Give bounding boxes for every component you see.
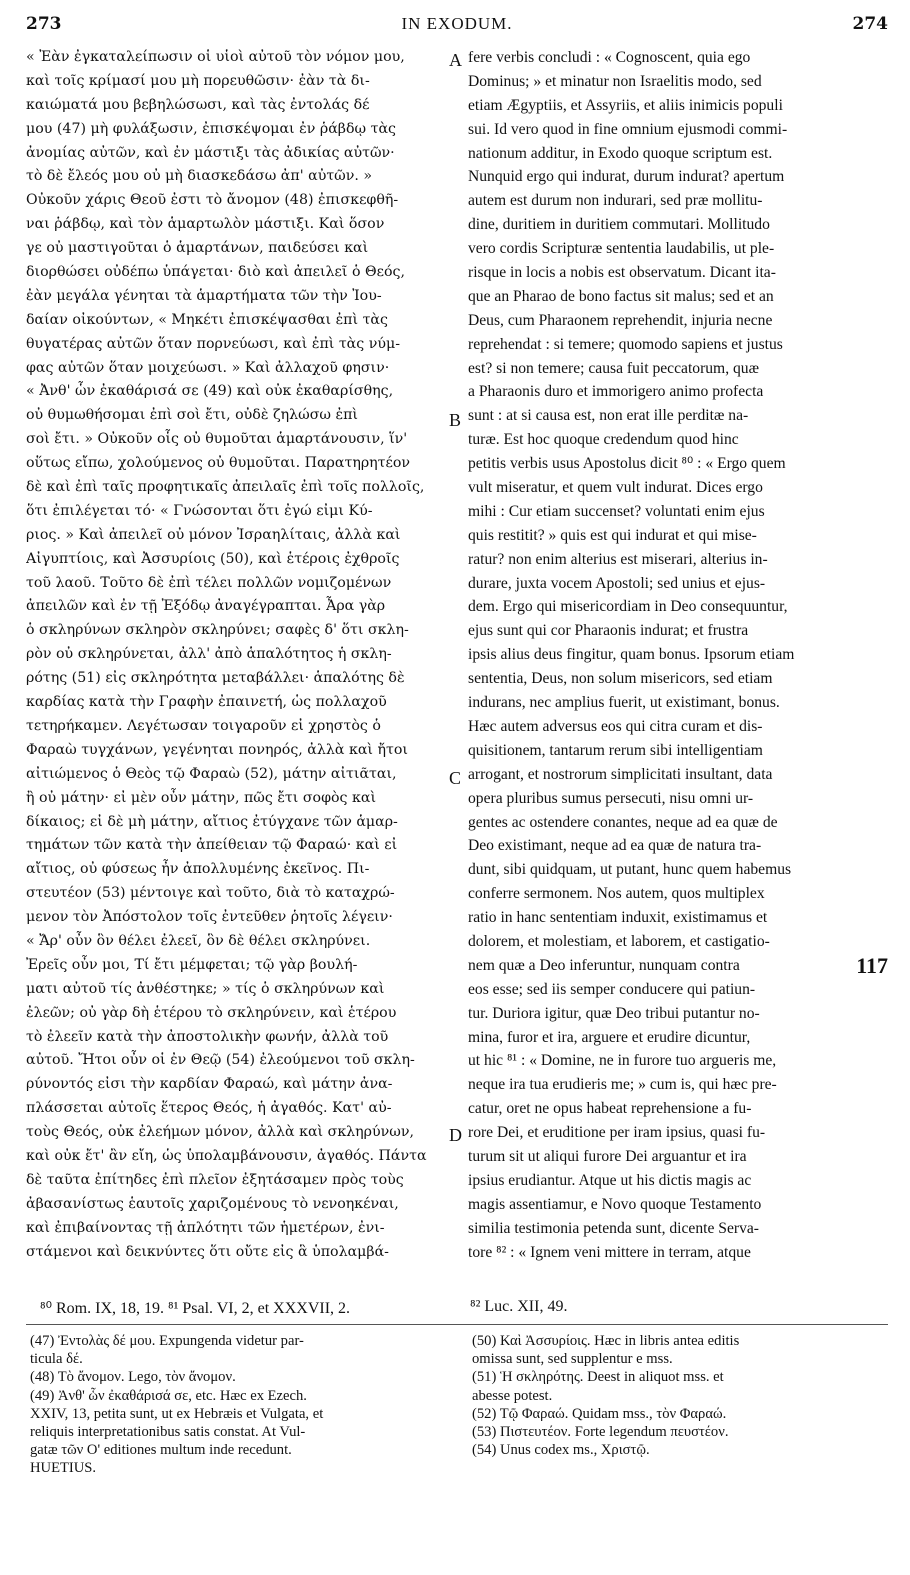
- greek-text-line: Οὐκοῦν χάρις Θεοῦ ἐστι τὸ ἄνομον (48) ἐπισκεφθῆ-: [26, 192, 399, 209]
- footnote-line: gatæ τῶν Ο' editiones multum inde recedunt.: [30, 1442, 292, 1459]
- latin-text-line: magis assentiamur, e Novo quoque Testamento: [468, 1195, 762, 1213]
- latin-text-line: turæ. Est hoc quoque credendum quod hinc: [468, 431, 739, 449]
- latin-text-line: catur, oret ne opus habeat reprehensione a fu-: [468, 1100, 752, 1118]
- footnote-line: (51) Ἡ σκληρότης. Deest in aliquot mss. et: [472, 1369, 724, 1386]
- latin-text-column: [468, 46, 888, 1264]
- latin-text-line: ipsius erudiantur. Atque ut his dictis magis ac: [468, 1171, 752, 1189]
- greek-text-line: ναι ῥάβδῳ, καὶ τὸν ἁμαρτωλὸν μάστιξι. Καὶ ὅσον: [26, 216, 385, 233]
- latin-text-line: que an Pharao de bono factus sit malus; sed et an: [468, 287, 774, 305]
- greek-text-line: καὶ τοῖς κρίμασί μου μὴ πορευθῶσιν· ἐὰν τὰ δι-: [26, 72, 370, 89]
- greek-text-line: στάμενοι καὶ δεικνύντες ὅτι οὔτε εἰς ἃ ὑπολαμβά-: [26, 1243, 389, 1260]
- greek-text-line: δίκαιος; εἰ δὲ μὴ μάτην, αἴτιος ἐτύγχανε τῶν ἁμαρ-: [26, 813, 398, 830]
- greek-text-column: [26, 46, 442, 1264]
- greek-text-line: Ἐρεῖς οὖν μοι, Τί ἔτι μέμφεται; τῷ γὰρ βουλή-: [26, 956, 358, 973]
- greek-text-line: ρύνοντός εἰσι τὴν καρδίαν Φαραώ, καὶ μάτην ἀνα-: [26, 1076, 393, 1093]
- greek-text-line: δὲ καὶ ἐπὶ ταῖς προφητικαῖς ἀπειλαῖς ἐπὶ τοῖς πολλοῖς,: [26, 479, 425, 496]
- latin-text-line: dolorem, et molestiam, et laborem, et castigatio-: [468, 932, 770, 950]
- latin-text-line: risque in locis a nobis est observatum. Dicant ita-: [468, 264, 776, 282]
- footnotes-right: [472, 1332, 888, 1459]
- greek-text-line: τὸ δὲ ἔλεός μου οὐ μὴ διασκεδάσω ἀπ' αὐτῶν. »: [26, 168, 373, 185]
- greek-text-line: αἴτιος, οὐ φύσεως ἦν ἀπολλυμένης ἐκεῖνος. Πι-: [26, 861, 370, 878]
- latin-text-line: etiam Ægyptiis, et Assyriis, et aliis inimicis populi: [468, 96, 783, 114]
- latin-text-line: reprehendat : si temere; quomodo sapiens et justus: [468, 335, 783, 353]
- greek-text-line: « Ἀνθ' ὧν ἐκαθάρισά σε (49) καὶ οὐκ ἐκαθαρίσθης,: [26, 383, 394, 400]
- greek-text-line: ἐὰν μεγάλα γένηται τὰ ἁμαρτήματα τῶν τὴν Ἰου-: [26, 287, 382, 304]
- latin-text-line: ejus sunt qui cor Pharaonis indurat; et frustra: [468, 622, 749, 640]
- page-number-right: 274: [852, 14, 888, 34]
- latin-text-line: sui. Id vero quod in fine omnium ejusmodi commi-: [468, 120, 788, 138]
- greek-text-line: ματι αὐτοῦ τίς ἀνθέστηκε; » τίς ὁ σκληρύνων καὶ: [26, 980, 385, 997]
- latin-text-line: sunt : at si causa est, non erat ille perditæ na-: [468, 407, 749, 425]
- latin-text-line: Hæc autem adversus eos qui citra curam et dis-: [468, 717, 763, 735]
- latin-text-line: eos esse; sed iis semper conducere qui patiun-: [468, 980, 756, 998]
- latin-text-line: arrogant, et nostrorum simplicitati insultant, data: [468, 765, 773, 783]
- greek-text-line: τοὺς Θεός, οὐκ ἐλεήμων μόνον, ἀλλὰ καὶ σκληρύνων,: [26, 1124, 414, 1141]
- running-title: IN EXODUM.: [401, 14, 513, 33]
- latin-text-line: conferre sermonem. Nos autem, quos multiplex: [468, 885, 765, 903]
- latin-text-line: Dominus; » et minatur non Israelitis modo, sed: [468, 72, 762, 90]
- latin-text-line: dine, duritiem in duritiem commutari. Mollitudo: [468, 216, 770, 234]
- latin-text-line: sententia, Deus, non solum misericors, sed etiam: [468, 670, 773, 688]
- latin-text-line: ipsis alius deus fingitur, quam bonus. Ipsorum etiam: [468, 646, 795, 664]
- latin-text-line: tur. Duriora igitur, quæ Deo tribui putantur no-: [468, 1004, 760, 1022]
- latin-text-line: quisitionem, tantarum rerum sibi intelligentiam: [468, 741, 763, 759]
- greek-text-line: « Ἄρ' οὖν ὃν θέλει ἐλεεῖ, ὃν δὲ θέλει σκληρύνει.: [26, 932, 371, 949]
- greek-text-line: στευτέον (53) μέντοιγε καὶ τοῦτο, διὰ τὸ καταχρώ-: [26, 885, 395, 902]
- greek-text-line: θυγατέρας αὐτῶν ὅταν πορνεύωσι, καὶ ἐπὶ τὰς νύμ-: [26, 335, 400, 352]
- footnote-line: (47) Ἐντολὰς δέ μου. Expungenda videtur par-: [30, 1333, 304, 1349]
- footnote-line: XXIV, 13, petita sunt, ut ex Hebræis et Vulgata, et: [30, 1405, 324, 1422]
- latin-text-line: Nunquid ergo qui indurat, durum indurat? apertum: [468, 168, 785, 186]
- greek-text-line: οὐ θυμωθήσομαι ἐπὶ σοὶ ἔτι, οὐδὲ ζηλώσω ἐπὶ: [26, 407, 358, 424]
- latin-text-line: nem quæ a Deo inferuntur, nunquam contra 117: [468, 953, 888, 978]
- greek-text-line: τετηρήκαμεν. Λεγέτωσαν τοιγαροῦν εἰ χρηστὸς ὁ: [26, 717, 381, 734]
- latin-text-line: nationum additur, in Exodo quoque scriptum est.: [468, 144, 773, 162]
- greek-text-line: ὁ σκληρύνων σκληρὸν σκληρύνει; σαφὲς δ' ὅτι σκλη-: [26, 622, 409, 639]
- greek-text-line: μου (47) μὴ φυλάξωσιν, ἐπισκέψομαι ἐν ῥάβδῳ τὰς: [26, 120, 396, 137]
- footnote-line: omissa sunt, sed supplentur e mss.: [472, 1351, 673, 1368]
- latin-text-line: neque ira tua erudieris me; » cum is, qui hæc pre-: [468, 1076, 777, 1094]
- greek-text-line: ἢ οὐ μάτην· εἰ μὲν οὖν μάτην, πῶς ἔτι σοφὸς καὶ: [26, 789, 377, 806]
- greek-text-line: διορθώσει οὐδέπω ὑπάγεται· διὸ καὶ ἀπειλεῖ ὁ Θεός,: [26, 264, 405, 281]
- greek-text-line: γε οὐ μαστιγοῦται ὁ ἁμαρτάνων, παιδεύσει καὶ: [26, 240, 369, 257]
- latin-text-line: durare, juxta vocem Apostoli; sed unius et ejus-: [468, 574, 766, 592]
- greek-text-line: καιώματά μου βεβηλώσωσι, καὶ τὰς ἐντολάς δέ: [26, 96, 370, 113]
- latin-text-line: dunt, sibi quidquam, ut putant, hunc quem habemus: [468, 861, 792, 879]
- greek-text-line: ρότης (51) εἰς σκληρότητα μεταβάλλει· ἁπαλότης δὲ: [26, 670, 405, 687]
- footnote-divider: [26, 1324, 888, 1325]
- greek-text-line: Αἰγυπτίοις, καὶ Ἀσσυρίοις (50), καὶ ἑτέροις ἐχθροῖς: [26, 550, 400, 567]
- footnote-line: (49) Ἀνθ' ὧν ἐκαθάρισά σε, etc. Hæc ex Ezech.: [30, 1387, 307, 1404]
- latin-text-line: turum sit ut aliqui furore Dei arguantur et ira: [468, 1147, 747, 1165]
- section-marker-b: B: [449, 410, 462, 430]
- greek-text-line: φας αὐτῶν ὅταν μοιχεύωσι. » Καὶ ἀλλαχοῦ φησιν·: [26, 359, 390, 376]
- greek-text-line: ριος. » Καὶ ἀπειλεῖ οὐ μόνον Ἰσραηλίταις, ἀλλὰ καὶ: [26, 526, 401, 543]
- greek-text-line: ἐλεῶν; οὐ γὰρ δὴ ἑτέρου τὸ σκληρύνειν, καὶ ἑτέρου: [26, 1004, 397, 1021]
- scripture-references-right: ⁸² Luc. XII, 49.: [470, 1298, 568, 1315]
- latin-text-line: gentes ac ostendere conantes, neque ad ea quæ de: [468, 813, 778, 831]
- greek-text-line: οὕτως εἴπω, χολούμενος οὐ θυμοῦται. Παρατηρητέον: [26, 455, 411, 472]
- latin-text-line: rore Dei, et eruditione per iram ipsius, quasi fu-: [468, 1124, 766, 1142]
- greek-text-line: δαίαν οἰκούντων, « Μηκέτι ἐπισκέψασθαι ἐπὶ τὰς: [26, 311, 388, 328]
- footnote-line: (52) Τῷ Φαραώ. Quidam mss., τὸν Φαραώ.: [472, 1405, 727, 1422]
- latin-text-line: opera pluribus sumus persecuti, nisu omni ur-: [468, 789, 754, 807]
- greek-text-line: καὶ οὐκ ἔτ' ἂν εἴη, ὡς ὑπολαμβάνουσιν, ἀγαθός. Πάντα: [26, 1147, 427, 1164]
- greek-text-line: αὐτοῦ. Ἤτοι οὖν οἱ ἐν Θεῷ (54) ἐλεούμενοι τοῦ σκλη-: [26, 1052, 415, 1069]
- latin-text-line: tore ⁸² : « Ignem veni mittere in terram, atque: [468, 1243, 751, 1261]
- greek-text-line: καρδίας κατὰ τὴν Γραφὴν ἐπαινετή, ὡς πολλαχοῦ: [26, 694, 387, 711]
- latin-text-line: dem. Ergo qui misericordiam in Deo consequuntur,: [468, 598, 788, 616]
- footnote-line: (50) Καὶ Ἀσσυρίοις. Hæc in libris antea editis: [472, 1333, 740, 1349]
- section-marker-c: C: [449, 768, 462, 788]
- latin-text-line: petitis verbis usus Apostolus dicit ⁸⁰ : « Ergo quem: [468, 455, 786, 473]
- greek-text-line: σοὶ ἔτι. » Οὐκοῦν οἷς οὐ θυμοῦται ἁμαρτάνουσιν, ἵν': [26, 431, 408, 448]
- footnote-line: abesse potest.: [472, 1387, 553, 1404]
- latin-text-line: mina, furor et ira, arguere et erudire dicuntur,: [468, 1028, 751, 1046]
- greek-text-line: μενον τὸν Ἀπόστολον τοῖς ἐντεῦθεν ῥητοῖς λέγειν·: [26, 909, 393, 926]
- greek-text-line: « Ἐὰν ἐγκαταλείπωσιν οἱ υἱοὶ αὐτοῦ τὸν νόμον μου,: [26, 49, 405, 65]
- latin-text-line: vult miseratur, et quem vult indurat. Dices ergo: [468, 479, 763, 497]
- latin-text-line: quis restitit? » quis est qui indurat et qui mise-: [468, 526, 757, 544]
- latin-text-line: vero cordis Scripturæ sententia laudabilis, ut ple-: [468, 240, 775, 258]
- greek-text-line: τοῦ λαοῦ. Τοῦτο δὲ ἐπὶ τέλει πολλῶν νομιζομένων: [26, 574, 392, 591]
- latin-text-line: indurans, nec amplius fuerit, ut existimant, bonus.: [468, 694, 780, 712]
- greek-text-line: δὲ ταῦτα ἐπίτηδες ἐπὶ πλεῖον ἐξητάσαμεν πρὸς τοὺς: [26, 1171, 404, 1188]
- latin-text-line: fere verbis concludi : « Cognoscent, quia ego: [468, 49, 751, 66]
- greek-text-line: ὅτι ἐπιλέγεται τό· « Γνώσονται ὅτι ἐγώ εἰμι Κύ-: [26, 502, 373, 519]
- page-number-left: 273: [26, 14, 62, 34]
- latin-text-line: mihi : Cur etiam succenset? voluntati enim ejus: [468, 502, 765, 520]
- latin-text-line: Deo existimant, neque ad ea quæ de natura tra-: [468, 837, 762, 855]
- footnote-line: HUETIUS.: [30, 1460, 97, 1477]
- latin-text-line: ratio in hanc sententiam induxit, existimamus et: [468, 909, 768, 927]
- latin-text-line: a Pharaonis duro et immorigero animo profecta: [468, 383, 764, 401]
- latin-text-line: est? si non temere; causa fuit peccatorum, quæ: [468, 359, 759, 377]
- greek-text-line: Φαραὼ τυγχάνων, γεγένηται πονηρός, ἀλλὰ καὶ ἤτοι: [26, 741, 408, 758]
- greek-text-line: ρὸν οὐ σκληρύνεται, ἀλλ' ἀπὸ ἁπαλότητος ἡ σκλη-: [26, 646, 392, 663]
- greek-text-line: ἀβασανίστως ἑαυτοῖς χαριζομένους τὸ νενοηκέναι,: [26, 1195, 399, 1212]
- section-marker-a: A: [449, 50, 462, 70]
- latin-text-line: Deus, cum Pharaonem reprehendit, injuria necne: [468, 311, 773, 329]
- latin-text-line: autem est durum non indurari, sed præ mollitu-: [468, 192, 763, 210]
- footnote-line: ticula δέ.: [30, 1351, 83, 1368]
- latin-text-line: ratur? non enim alterius est miserari, alterius in-: [468, 550, 768, 568]
- footnotes-left: [30, 1332, 442, 1478]
- latin-text-line: ut hic ⁸¹ : « Domine, ne in furore tuo argueris me,: [468, 1052, 777, 1070]
- greek-text-line: πλάσσεται αὐτοῖς ἕτερος Θεός, ἡ ἀγαθός. Κατ' αὐ-: [26, 1100, 392, 1117]
- greek-text-line: ἀνομίας αὐτῶν, καὶ ἐν μάστιξι τὰς ἀδικίας αὐτῶν·: [26, 144, 395, 161]
- greek-text-line: τὸ ἐλεεῖν κατὰ τὴν ἀποστολικὴν φωνήν, ἀλλὰ τοῦ: [26, 1028, 389, 1045]
- greek-text-line: αἰτιώμενος ὁ Θεὸς τῷ Φαραὼ (52), μάτην αἰτιᾶται,: [26, 765, 397, 782]
- scripture-references-left: ⁸⁰ Rom. IX, 18, 19. ⁸¹ Psal. VI, 2, et XXXVII, 2.: [40, 1300, 351, 1317]
- greek-text-line: τημάτων τῶν κατὰ τὴν ἀπείθειαν τῷ Φαραώ· καὶ εἰ: [26, 837, 398, 854]
- column-number-117: 117: [856, 953, 888, 978]
- page-header: [26, 14, 888, 40]
- footnote-line: reliquis interpretationibus satis constat. At Vul-: [30, 1423, 306, 1440]
- footnote-line: (53) Πιστευτέον. Forte legendum πευστέον.: [472, 1423, 729, 1440]
- greek-text-line: ἀπειλῶν καὶ ἐν τῇ Ἐξόδῳ ἀναγέγραπται. Ἆρα γὰρ: [26, 598, 386, 615]
- footnote-line: (48) Τὸ ἄνομον. Lego, τὸν ἄνομον.: [30, 1369, 236, 1386]
- section-marker-d: D: [449, 1125, 462, 1145]
- greek-text-line: καὶ ἐπιβαίνοντας τῇ ἁπλότητι τῶν ἡμετέρων, ἐνι-: [26, 1219, 385, 1236]
- latin-text-line: similia testimonia petenda sunt, dicente Serva-: [468, 1219, 760, 1237]
- footnote-line: (54) Unus codex ms., Χριστῷ.: [472, 1442, 650, 1459]
